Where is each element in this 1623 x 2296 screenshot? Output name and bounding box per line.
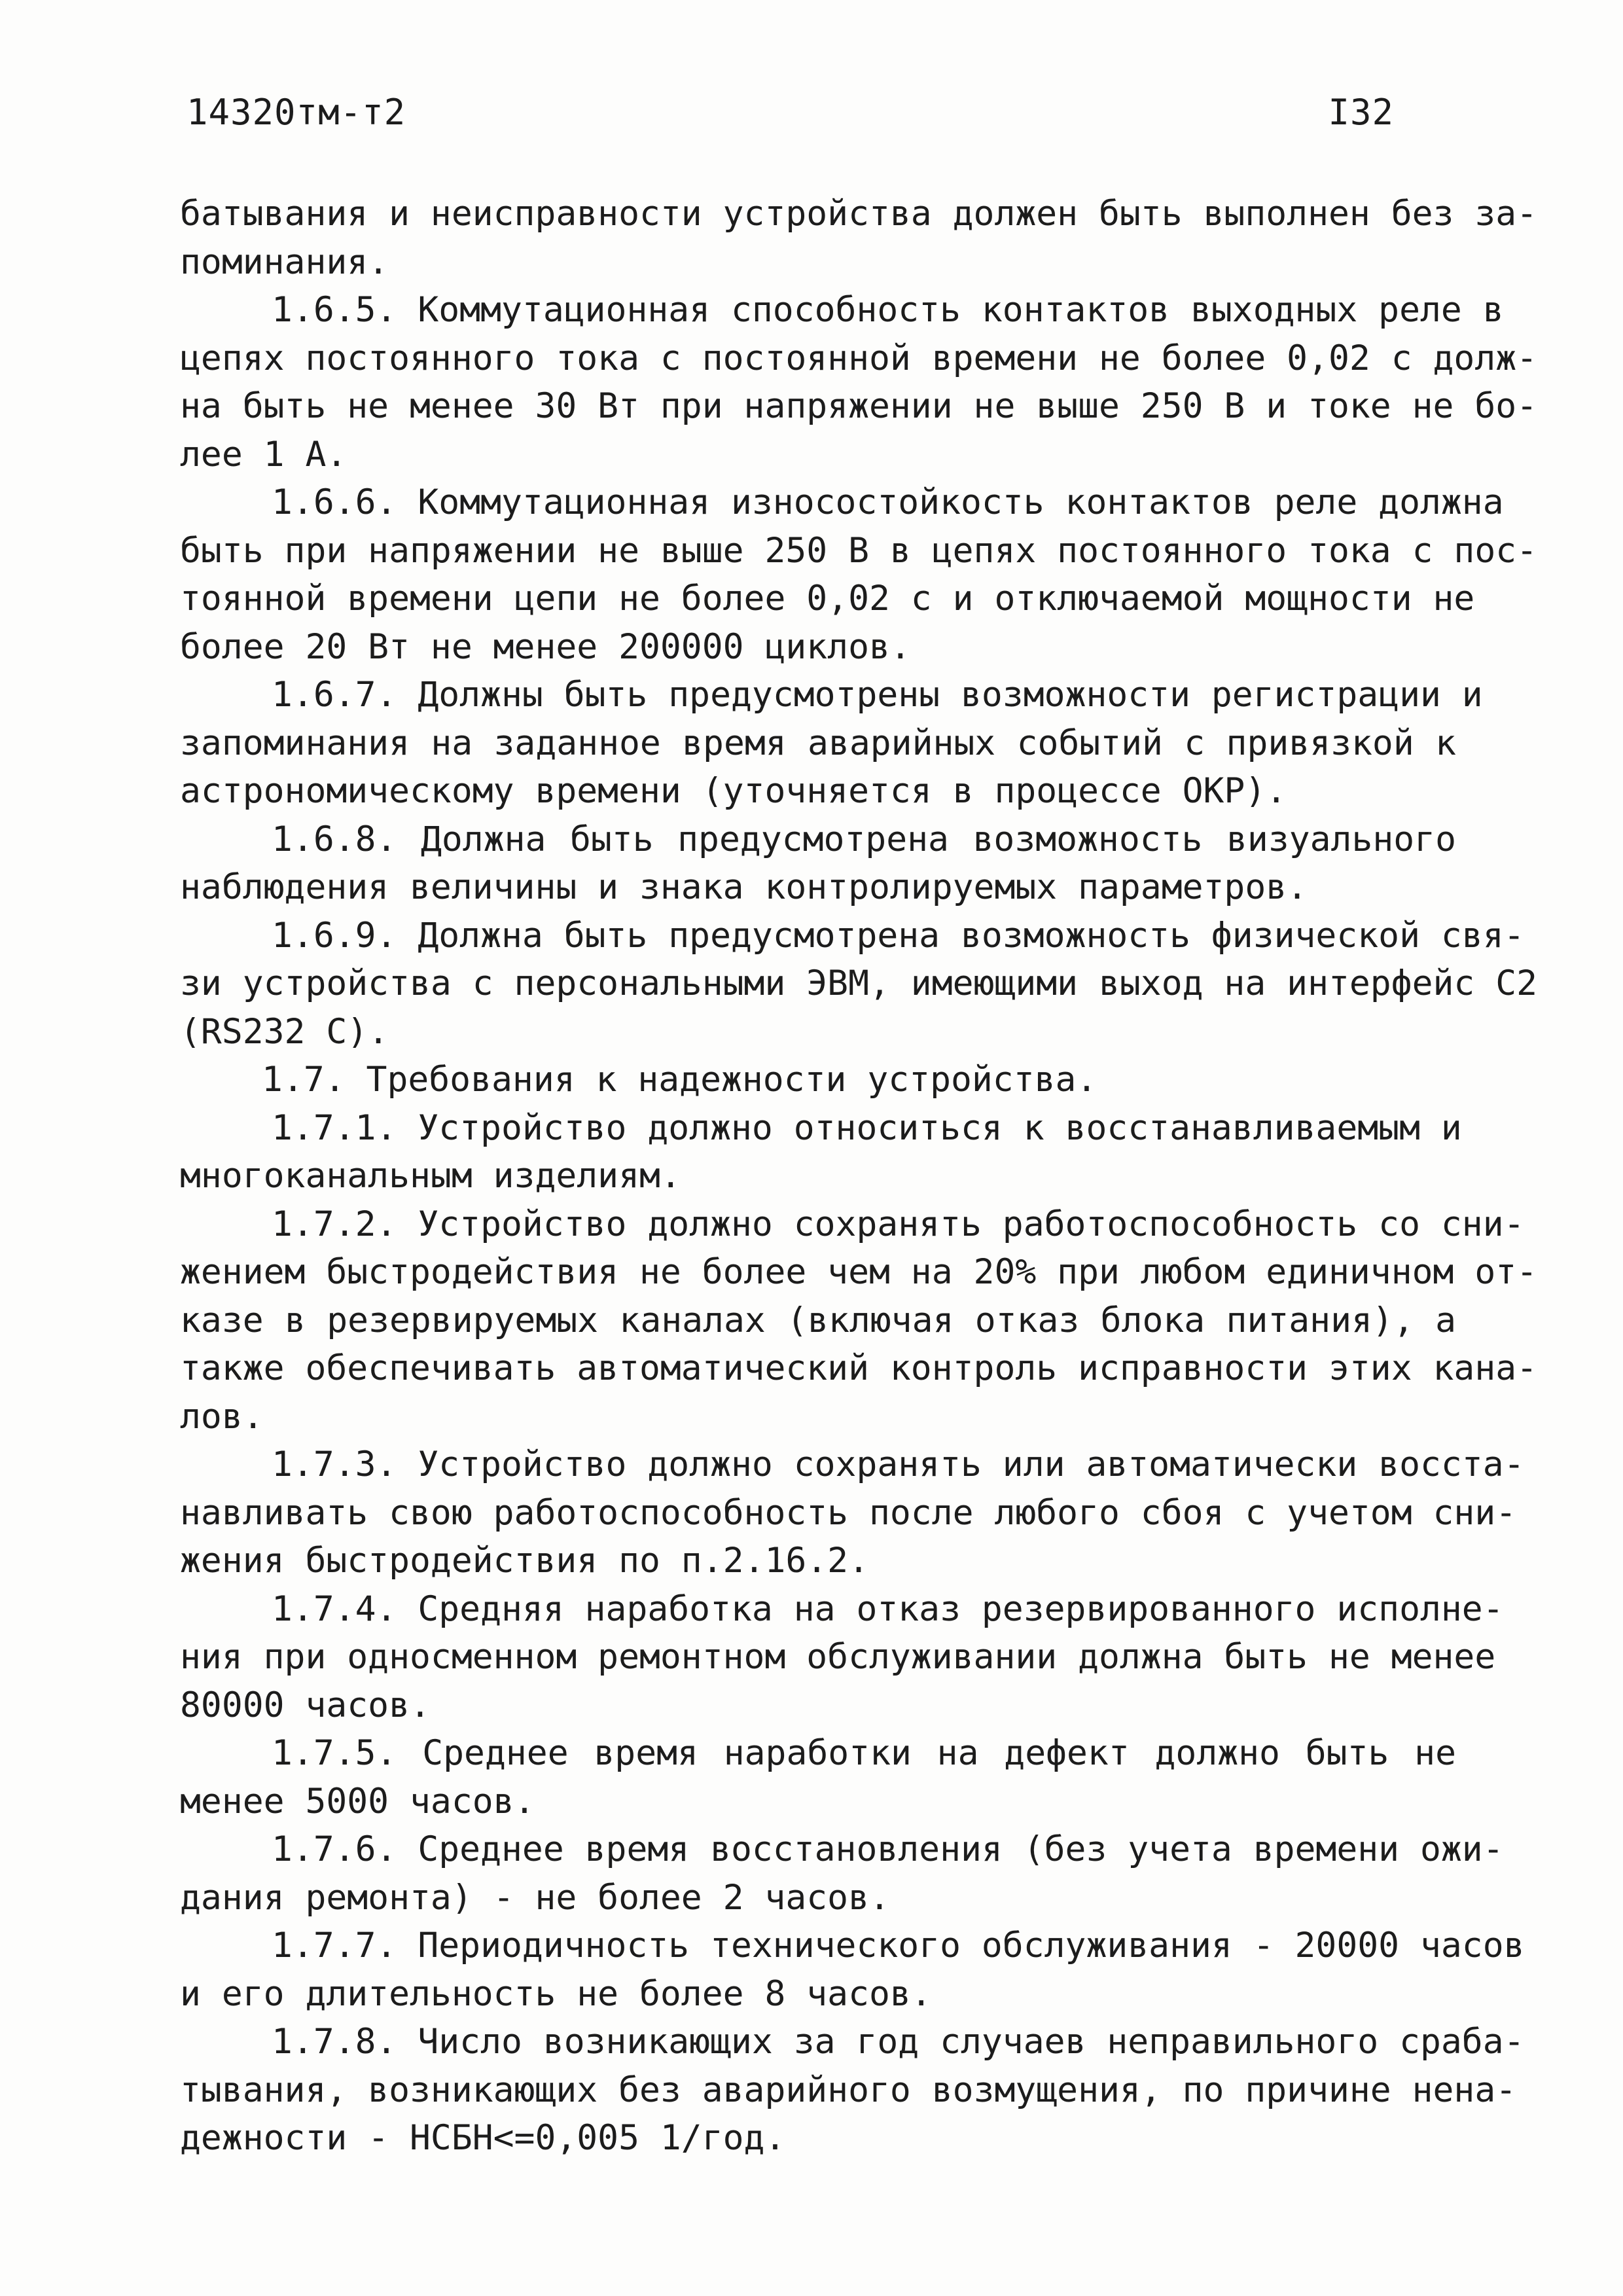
text-line: дежности - НСБН<=0,005 1/год. [180, 2118, 786, 2158]
section-heading: 1.7. Требования к надежности устройства. [262, 1060, 1097, 1100]
text-line: астрономическому времени (уточняется в процессе ОКР). [180, 771, 1287, 811]
text-line: навливать свою работоспособность после любого сбоя с учетом сни- [180, 1492, 1517, 1533]
text-line: на быть не менее 30 Вт при напряжении не выше 250 В и токе не бо- [180, 386, 1538, 426]
text-line: лов. [180, 1396, 264, 1437]
text-line: (RS232 С). [180, 1011, 389, 1052]
text-line: жения быстродействия по п.2.16.2. [180, 1541, 869, 1581]
document-body [180, 190, 1538, 2162]
text-line: казе в резервируемых каналах (включая отказ блока питания), а [180, 1300, 1456, 1340]
text-line: зи устройства с персональными ЭВМ, имеющими выход на интерфейс С2 [180, 963, 1538, 1003]
text-line: 1.6.6. Коммутационная износостойкость контактов реле должна [272, 482, 1504, 522]
text-line: запоминания на заданное время аварийных событий с привязкой к [180, 723, 1456, 763]
text-line: 1.6.5. Коммутационная способность контактов выходных реле в [272, 290, 1504, 330]
text-line: поминания. [180, 242, 389, 282]
text-line: цепях постоянного тока с постоянной времени не более 0,02 с долж- [180, 338, 1538, 378]
text-line: 1.7.6. Среднее время восстановления (без учета времени ожи- [272, 1829, 1504, 1869]
text-line: тоянной времени цепи не более 0,02 с и отключаемой мощности не [180, 579, 1475, 619]
text-line: лее 1 А. [180, 434, 348, 475]
text-line: 1.7.5. Среднее время наработки на дефект должно быть не [272, 1733, 1456, 1773]
text-line: 1.6.7. Должны быть предусмотрены возможности регистрации и [272, 675, 1483, 715]
text-line: наблюдения величины и знака контролируемых параметров. [180, 867, 1308, 907]
text-line: тывания, возникающих без аварийного возмущения, по причине нена- [180, 2070, 1517, 2110]
text-line: 1.7.8. Число возникающих за год случаев неправильного сраба- [272, 2022, 1525, 2062]
text-line: многоканальным изделиям. [180, 1156, 681, 1196]
text-line: 80000 часов. [180, 1685, 431, 1725]
text-line: 1.6.8. Должна быть предусмотрена возможность визуального [272, 819, 1456, 859]
text-line: ния при односменном ремонтном обслуживании должна быть не менее [180, 1637, 1496, 1677]
text-line: 1.7.2. Устройство должно сохранять работоспособность со сни- [272, 1204, 1525, 1244]
text-line: 1.7.3. Устройство должно сохранять или автоматически восста- [272, 1444, 1525, 1484]
text-line: 1.6.9. Должна быть предусмотрена возможность физической свя- [272, 915, 1525, 956]
text-line: более 20 Вт не менее 200000 циклов. [180, 626, 911, 667]
text-line: 1.7.7. Периодичность технического обслуживания - 20000 часов [272, 1926, 1525, 1965]
text-line: батывания и неисправности устройства должен быть выполнен без за- [180, 194, 1538, 234]
text-line: дания ремонта) - не более 2 часов. [180, 1877, 890, 1918]
text-line: 1.7.4. Средняя наработка на отказ резервированного исполне- [272, 1588, 1504, 1629]
text-line: менее 5000 часов. [180, 1781, 535, 1821]
text-line: 1.7.1. Устройство должно относиться к восстанавливаемым и [272, 1107, 1462, 1148]
text-line: жением быстродействия не более чем на 20% при любом единичном от- [180, 1252, 1538, 1292]
text-line: быть при напряжении не выше 250 В в цепях постоянного тока с пос- [180, 530, 1538, 571]
document-code: 14320тм-т2 [187, 92, 406, 133]
text-line: и его длительность не более 8 часов. [180, 1973, 932, 2014]
text-line: также обеспечивать автоматический контроль исправности этих кана- [180, 1348, 1538, 1388]
page-number: I32 [1328, 92, 1394, 133]
